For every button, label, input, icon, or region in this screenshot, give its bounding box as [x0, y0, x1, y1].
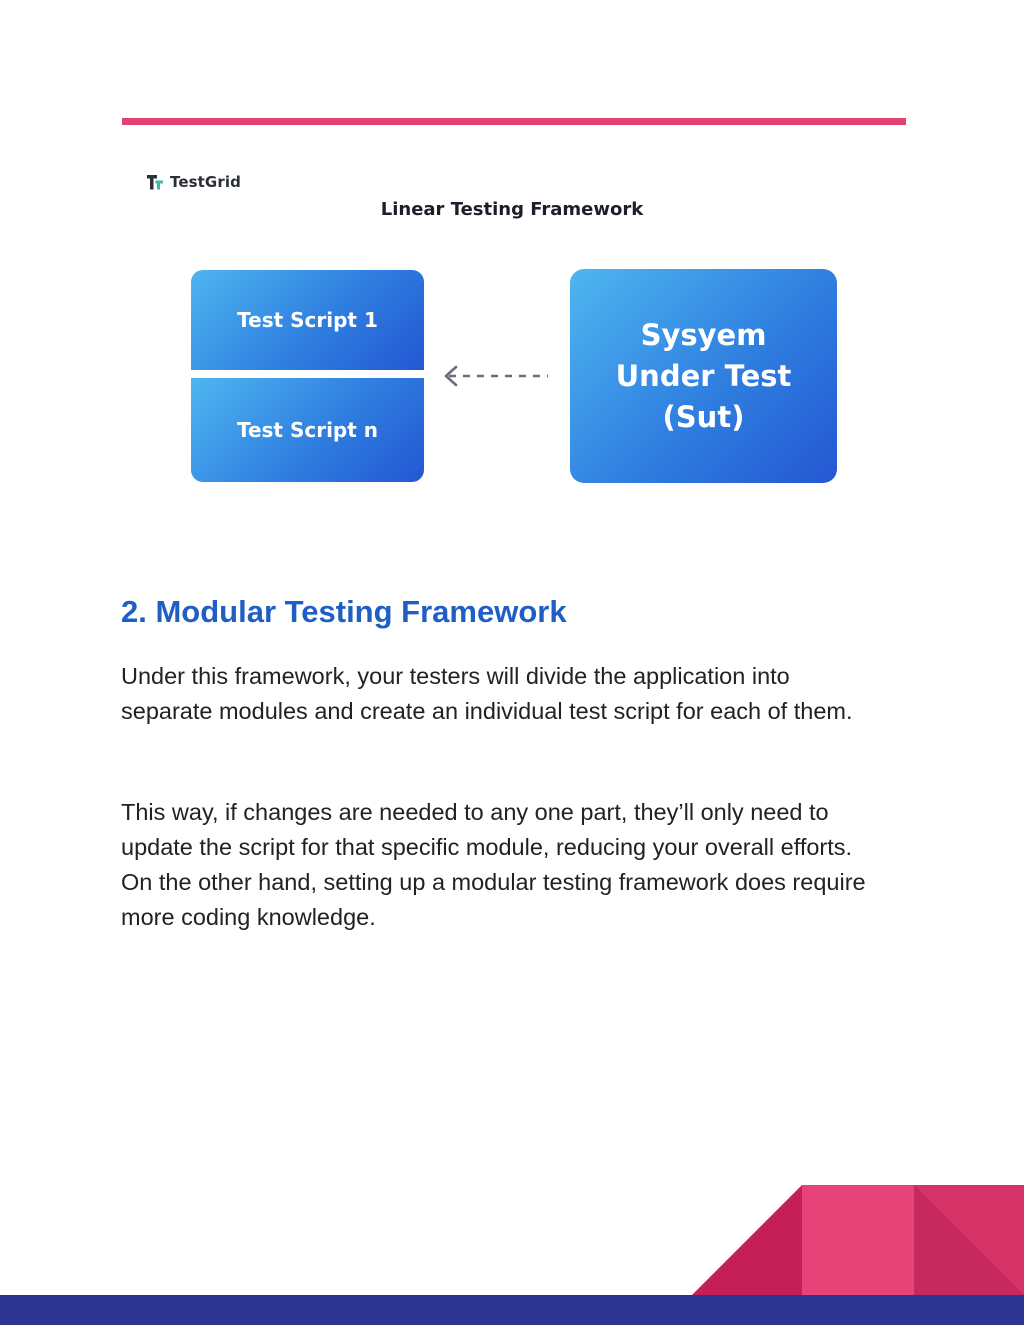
- logo-text: TestGrid: [170, 173, 241, 191]
- testgrid-logo: [146, 173, 241, 191]
- diagram-title: Linear Testing Framework: [380, 199, 644, 220]
- section-heading: 2. Modular Testing Framework: [121, 594, 567, 629]
- test-script-n-label: Test Script n: [236, 418, 379, 442]
- test-script-1-label: Test Script 1: [237, 308, 378, 332]
- body-paragraph: Under this framework, your testers will divide the application into separate modules and create an individual test script for each of them.: [121, 663, 853, 724]
- system-under-test-box: [570, 269, 837, 483]
- testgrid-logo-icon: [146, 173, 164, 191]
- body-paragraph: This way, if changes are needed to any one part, they’ll only need to update the script for that specific module, reducing your overall efforts. On the other hand, setting up a modular testing framework does require more coding knowledge.: [121, 799, 866, 930]
- test-script-n-box: [191, 378, 424, 482]
- system-under-test-label: Sysyem Under Test (Sut): [615, 317, 792, 434]
- top-accent-rule: [122, 118, 906, 125]
- dashed-arrow-left-icon: [440, 362, 550, 390]
- test-script-1-box: [191, 270, 424, 370]
